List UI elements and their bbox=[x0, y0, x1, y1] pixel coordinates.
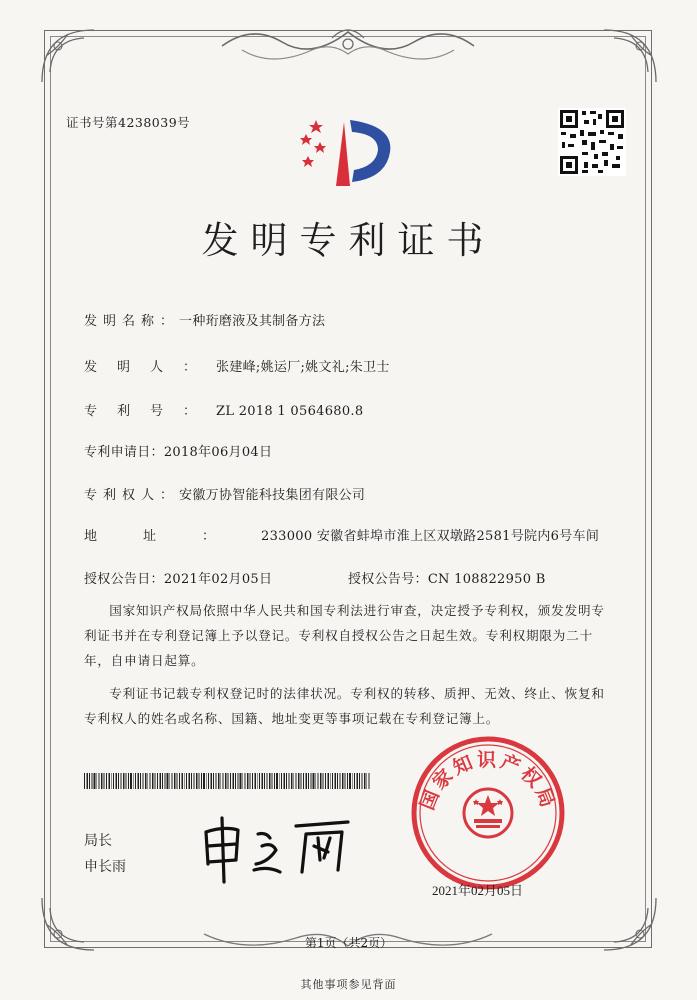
patentee-label: 专利权人： bbox=[84, 488, 180, 503]
grant-number-value: CN 108822950 B bbox=[427, 572, 546, 587]
patent-number-row bbox=[84, 400, 363, 419]
invention-name-row bbox=[84, 310, 325, 329]
footer-note: 其他事项参见背面 bbox=[300, 978, 397, 991]
inventor-value: 张建峰;姚运厂;姚文礼;朱卫士 bbox=[216, 360, 390, 375]
filing-date-value: 2018年06月04日 bbox=[163, 445, 273, 460]
certificate-title: 发明专利证书 bbox=[201, 219, 496, 262]
patentee-row bbox=[84, 484, 365, 503]
invention-name-value: 一种珩磨液及其制备方法 bbox=[179, 314, 326, 329]
director-name: 申长雨 bbox=[84, 859, 126, 875]
filing-date-label: 专利申请日： bbox=[84, 445, 164, 460]
grant-date-label: 授权公告日： bbox=[84, 572, 164, 587]
body-paragraph-2: 专利证书记载专利权登记时的法律状况。专利权的转移、质押、无效、终止、恢复和专利权人的姓名或名称、国籍、地址变更等事项记载在专利登记簿上。 bbox=[84, 686, 605, 726]
page-indicator: 第1页（共2页） bbox=[304, 936, 393, 950]
address-value: 233000 安徽省蚌埠市淮上区双墩路2581号院内6号车间 bbox=[261, 529, 600, 544]
corner-ornament-top-right bbox=[600, 26, 660, 86]
grant-date-row bbox=[84, 568, 272, 587]
inventor-row bbox=[84, 356, 390, 375]
patent-number-label: 专利号： bbox=[84, 404, 217, 419]
certificate-body bbox=[84, 598, 614, 731]
certificate-number: 证书号第4238039号 bbox=[66, 115, 191, 130]
handwritten-signature bbox=[196, 812, 358, 886]
address-row bbox=[84, 525, 599, 544]
grant-number-row bbox=[348, 568, 546, 587]
qr-code-icon bbox=[558, 108, 626, 176]
inventor-label: 发明人： bbox=[84, 360, 217, 375]
body-paragraph-1: 国家知识产权局依照中华人民共和国专利法进行审查，决定授予专利权，颁发发明专利证书并在专利登记簿上予以登记。专利权自授权公告之日起生效。专利权期限为二十年，自申请日起算。 bbox=[84, 603, 605, 668]
patentee-value: 安徽万协智能科技集团有限公司 bbox=[179, 488, 366, 503]
official-seal-icon bbox=[408, 733, 568, 893]
cnipa-logo-icon bbox=[294, 112, 402, 190]
seal-date: 2021年02月05日 bbox=[432, 883, 524, 898]
top-ornament bbox=[212, 20, 484, 72]
grant-date-value: 2021年02月05日 bbox=[163, 572, 273, 587]
address-label: 地址： bbox=[84, 529, 262, 544]
director-title: 局长 bbox=[84, 833, 112, 849]
barcode bbox=[84, 773, 370, 789]
corner-ornament-top-left bbox=[38, 26, 98, 86]
seal-text: 国家知识产权局 bbox=[416, 749, 560, 814]
invention-name-label: 发明名称： bbox=[84, 314, 180, 329]
grant-number-label: 授权公告号： bbox=[348, 572, 428, 587]
filing-date-row bbox=[84, 441, 272, 460]
patent-number-value: ZL 2018 1 0564680.8 bbox=[216, 404, 364, 419]
